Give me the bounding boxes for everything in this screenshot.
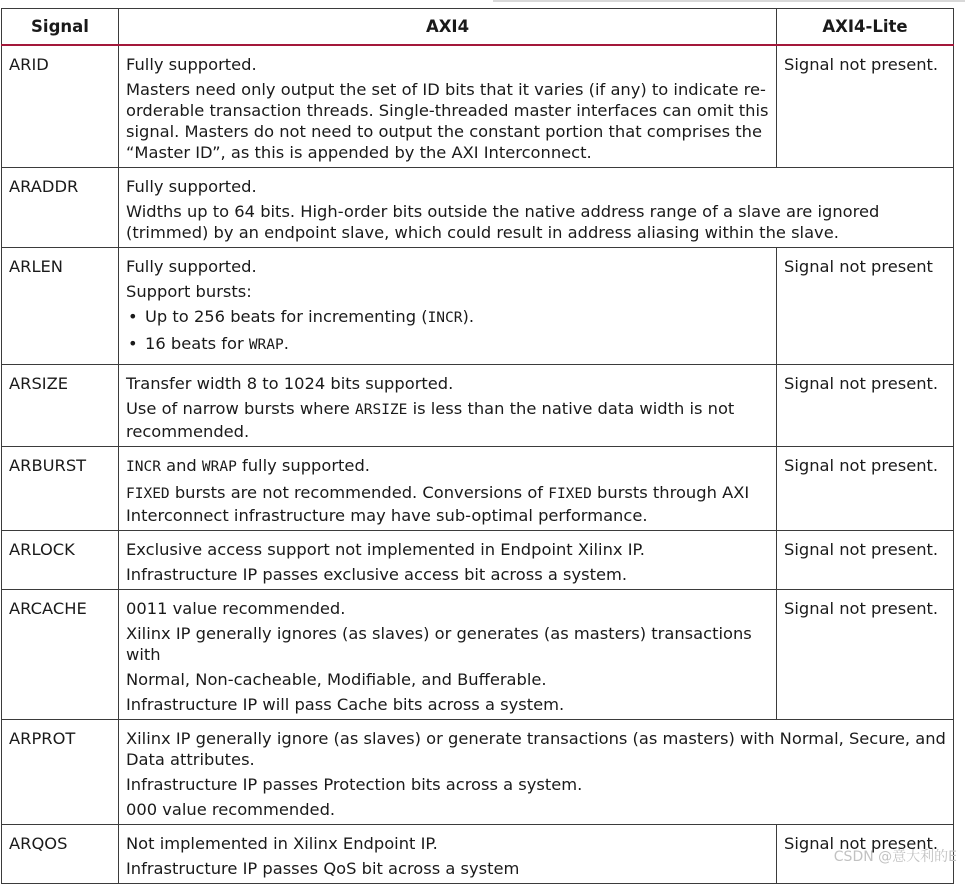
- axi4-description: [119, 590, 777, 720]
- description-text: Widths up to 64 bits. High-order bits outside the native address range of a slave are ignored (trimmed) by an endpoint slave, which could result in address aliasing within the slave.: [126, 202, 880, 242]
- list-item: • Up to 256 beats for incrementing (INCR).: [126, 306, 769, 329]
- table-row: [2, 531, 954, 590]
- description-text: 000 value recommended.: [126, 800, 336, 819]
- description-text: FIXED bursts are not recommended. Conversions of FIXED bursts through AXI Interconnect infrastructure may have sub-optimal performance.: [126, 483, 750, 525]
- axi4-lite-cell: Signal not present: [777, 248, 954, 365]
- axi4-lite-cell: Signal not present.: [777, 590, 954, 720]
- watermark: CSDN @意大利的E: [833, 849, 957, 865]
- table-row: [2, 720, 954, 825]
- axi4-description: [119, 365, 777, 447]
- signal-name: ARCACHE: [2, 590, 119, 720]
- signal-name: ARADDR: [2, 168, 119, 248]
- description-text: Fully supported.: [126, 55, 257, 74]
- description-text: Xilinx IP generally ignore (as slaves) or generate transactions (as masters) with Normal, Secure, and Data attributes.: [126, 729, 946, 769]
- table-row: [2, 365, 954, 447]
- description-text: Transfer width 8 to 1024 bits supported.: [126, 374, 454, 393]
- table-row: [2, 447, 954, 531]
- table-row: [2, 248, 954, 365]
- description-text: 0011 value recommended.: [126, 599, 346, 618]
- axi4-description: [119, 168, 954, 248]
- signal-name: ARPROT: [2, 720, 119, 825]
- header-row: [2, 9, 954, 46]
- top-divider: [493, 0, 965, 2]
- description-text: Masters need only output the set of ID bits that it varies (if any) to indicate re-orderable transaction threads. Single-threaded master interfaces can omit this signal. Masters do not need to output the constant portion that comprises the “Master ID”, as this is appended by the AXI Interconnect.: [126, 80, 769, 162]
- signal-name: ARLOCK: [2, 531, 119, 590]
- axi4-lite-cell: Signal not present.: [777, 825, 954, 884]
- table-row: [2, 590, 954, 720]
- table-row: [2, 168, 954, 248]
- signal-name: ARLEN: [2, 248, 119, 365]
- description-text: Infrastructure IP passes Protection bits across a system.: [126, 775, 583, 794]
- description-text: Fully supported.: [126, 177, 257, 196]
- header-axi4-lite: AXI4-Lite: [777, 9, 954, 46]
- header-signal: Signal: [2, 9, 119, 46]
- signal-name: ARSIZE: [2, 365, 119, 447]
- description-text: Infrastructure IP passes exclusive access bit across a system.: [126, 565, 628, 584]
- code-text: FIXED: [548, 486, 592, 502]
- table-row: [2, 45, 954, 168]
- header-axi4: AXI4: [119, 9, 777, 46]
- signal-name: ARBURST: [2, 447, 119, 531]
- signal-name: ARID: [2, 45, 119, 168]
- description-text: Use of narrow bursts where ARSIZE is less than the native data width is not recommended.: [126, 399, 735, 441]
- axi4-description: [119, 531, 777, 590]
- axi4-lite-cell: Signal not present.: [777, 531, 954, 590]
- burst-list: [126, 306, 769, 356]
- code-text: FIXED: [126, 486, 170, 502]
- code-text: INCR: [427, 310, 463, 326]
- description-text: Exclusive access support not implemented in Endpoint Xilinx IP.: [126, 540, 645, 559]
- description-text: Support bursts:: [126, 282, 252, 301]
- axi4-lite-cell: Signal not present.: [777, 45, 954, 168]
- signal-name: ARQOS: [2, 825, 119, 884]
- axi4-lite-cell: Signal not present.: [777, 447, 954, 531]
- axi4-lite-cell: Signal not present.: [777, 365, 954, 447]
- code-text: WRAP: [248, 337, 284, 353]
- description-text: Not implemented in Xilinx Endpoint IP.: [126, 834, 438, 853]
- axi4-description: [119, 447, 777, 531]
- axi4-description: [119, 45, 777, 168]
- axi4-description: [119, 248, 777, 365]
- description-text: Infrastructure IP will pass Cache bits across a system.: [126, 695, 565, 714]
- description-text: INCR and WRAP fully supported.: [126, 456, 370, 475]
- description-text: Xilinx IP generally ignores (as slaves) or generates (as masters) transactions with: [126, 624, 752, 664]
- axi4-description: [119, 720, 954, 825]
- code-text: WRAP: [201, 459, 237, 475]
- code-text: ARSIZE: [355, 402, 408, 418]
- code-text: INCR: [126, 459, 161, 475]
- description-text: Normal, Non-cacheable, Modifiable, and Bufferable.: [126, 670, 547, 689]
- axi-signal-table: [1, 8, 954, 884]
- description-text: Fully supported.: [126, 257, 257, 276]
- description-text: Infrastructure IP passes QoS bit across a system: [126, 859, 520, 878]
- list-item: • 16 beats for WRAP.: [126, 333, 769, 356]
